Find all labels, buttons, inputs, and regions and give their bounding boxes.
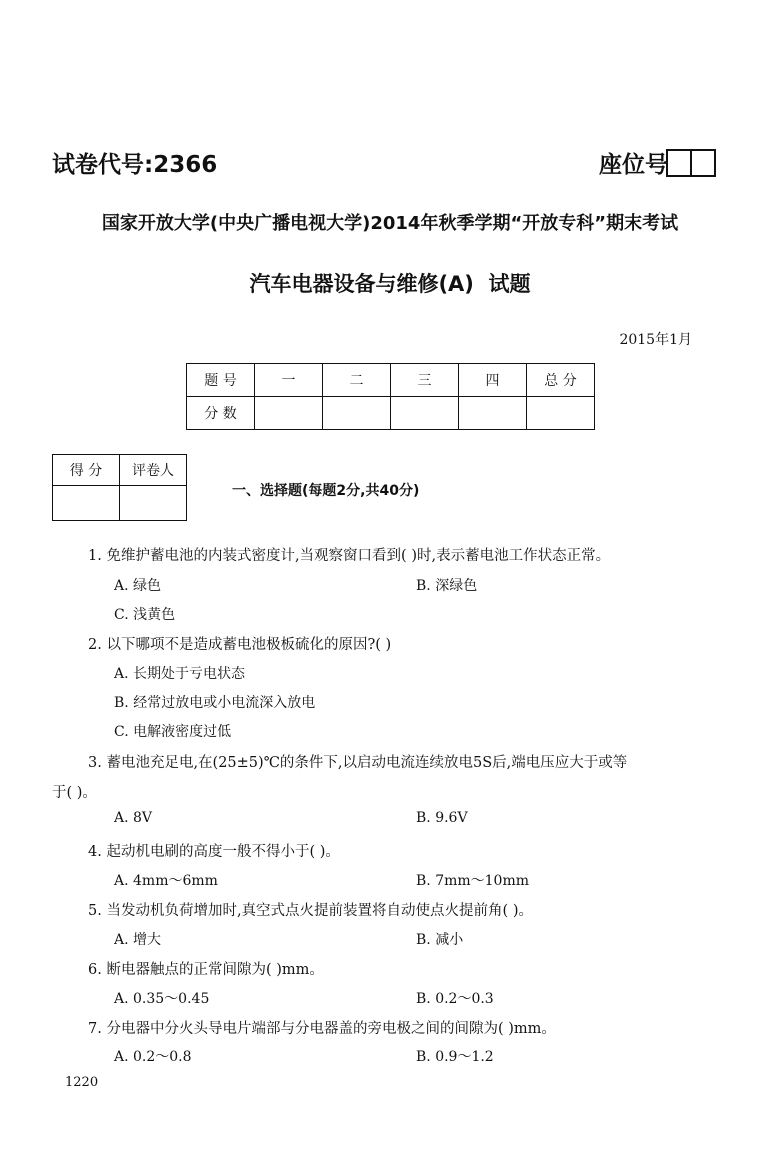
seat-label: 座位号 [599, 152, 668, 178]
grader-name-cell [120, 486, 187, 521]
question-4-option-b: B. 7mm～10mm [416, 873, 530, 889]
question-5-option-a: A. 增大 [114, 932, 162, 948]
exam-subtitle: 国家开放大学(中央广播电视大学)2014年秋季学期“开放专科”期末考试 [101, 213, 679, 234]
question-1-option-b: B. 深绿色 [416, 578, 478, 594]
question-5-option-b: B. 减小 [416, 932, 464, 948]
question-3-option-b: B. 9.6V [416, 810, 468, 826]
score-header-cell: 一 [255, 364, 323, 397]
score-header-cell: 总 分 [527, 364, 595, 397]
seat-box-2 [690, 149, 716, 177]
grader-name-label: 评卷人 [120, 455, 187, 486]
grader-score-cell [53, 486, 120, 521]
question-4: 4. 起动机电刷的高度一般不得小于( )。 [88, 844, 340, 860]
score-cell [527, 397, 595, 430]
exam-date: 2015年1月 [619, 332, 692, 348]
score-table [186, 363, 595, 430]
score-cell [323, 397, 391, 430]
question-3-continued: 于( )。 [52, 785, 97, 801]
question-6-option-b: B. 0.2～0.3 [416, 991, 494, 1007]
question-6: 6. 断电器触点的正常间隙为( )mm。 [88, 962, 324, 978]
grader-score-label: 得 分 [53, 455, 120, 486]
question-2-option-c: C. 电解液密度过低 [114, 724, 232, 740]
question-5: 5. 当发动机负荷增加时,真空式点火提前装置将自动使点火提前角( )。 [88, 903, 533, 919]
seat-box-1 [666, 149, 692, 177]
question-2-option-b: B. 经常过放电或小电流深入放电 [114, 695, 316, 711]
score-header-cell: 三 [391, 364, 459, 397]
question-7-option-a: A. 0.2～0.8 [114, 1049, 192, 1065]
score-header-cell: 四 [459, 364, 527, 397]
page-number: 1220 [65, 1075, 99, 1090]
question-1-option-c: C. 浅黄色 [114, 607, 176, 623]
exam-title: 汽车电器设备与维修(A) 试题 [249, 272, 531, 296]
question-1: 1. 免维护蓄电池的内装式密度计,当观察窗口看到( )时,表示蓄电池工作状态正常。 [88, 548, 611, 564]
seat-number [599, 146, 716, 179]
question-7: 7. 分电器中分火头导电片端部与分电器盖的旁电极之间的间隙为( )mm。 [88, 1021, 556, 1037]
score-cell [255, 397, 323, 430]
score-header-cell: 二 [323, 364, 391, 397]
score-table-header-row [187, 364, 595, 397]
paper-code: 试卷代号:2366 [52, 152, 218, 178]
question-3: 3. 蓄电池充足电,在(25±5)℃的条件下,以启动电流连续放电5S后,端电压应大于或等 [88, 755, 628, 771]
question-1-option-a: A. 绿色 [114, 578, 162, 594]
question-3-option-a: A. 8V [114, 810, 153, 826]
question-6-option-a: A. 0.35～0.45 [114, 991, 210, 1007]
question-2: 2. 以下哪项不是造成蓄电池极板硫化的原因?( ) [88, 637, 392, 653]
grader-table [52, 454, 187, 521]
score-row-label: 分 数 [187, 397, 255, 430]
section-heading: 一、选择题(每题2分,共40分) [232, 483, 420, 499]
question-4-option-a: A. 4mm～6mm [114, 873, 218, 889]
score-cell [391, 397, 459, 430]
score-cell [459, 397, 527, 430]
score-header-cell: 题 号 [187, 364, 255, 397]
question-7-option-b: B. 0.9～1.2 [416, 1049, 494, 1065]
score-table-score-row [187, 397, 595, 430]
question-2-option-a: A. 长期处于亏电状态 [114, 666, 246, 682]
